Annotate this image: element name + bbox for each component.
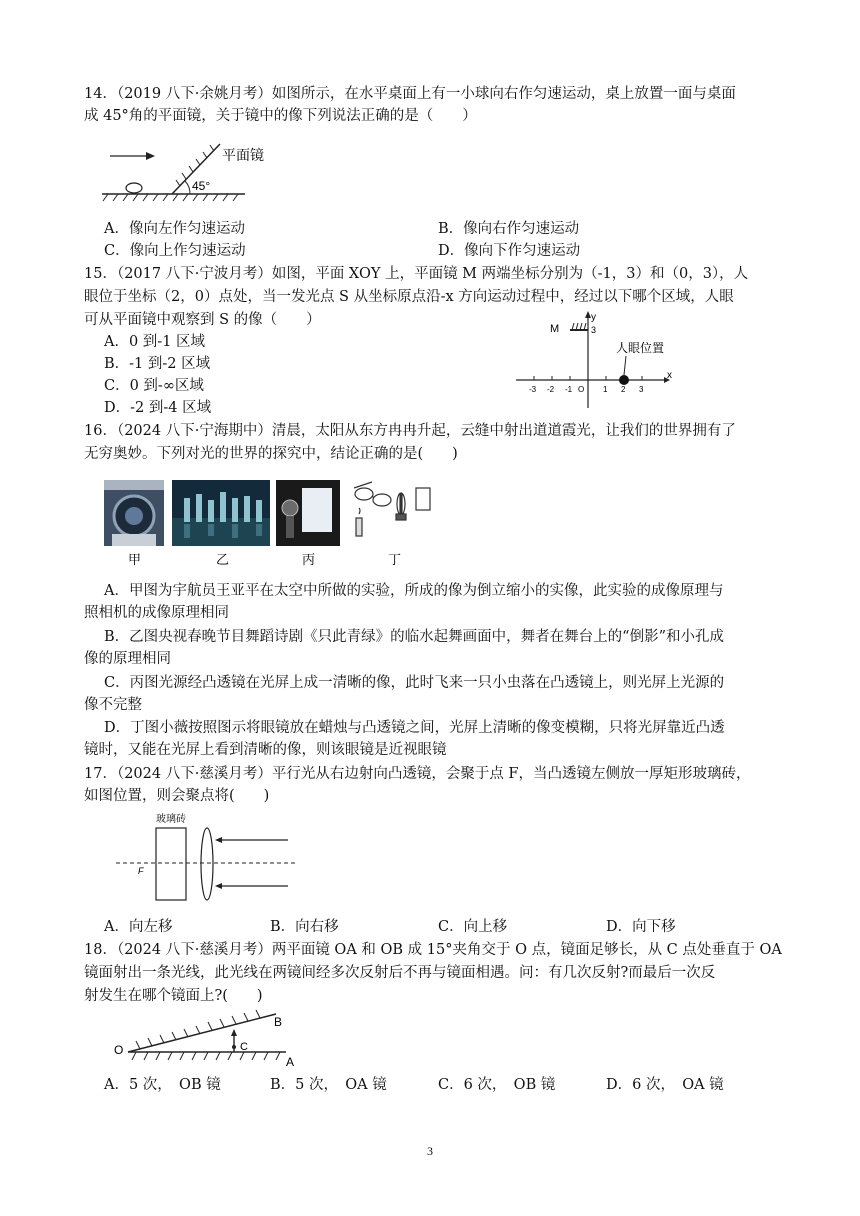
q15-x-tick: 1 — [603, 385, 608, 394]
q14-angle-label: 45° — [192, 179, 211, 193]
q16-stem-line2: 无穷奥妙。下列对光的世界的探究中，结论正确的是( ) — [84, 446, 458, 462]
q18-b-label: B — [274, 1015, 283, 1029]
q18-c-label: C — [240, 1041, 248, 1053]
q15-x-tick: 2 — [621, 385, 626, 394]
q18-stem-line3: 射发生在哪个镜面上?( ) — [84, 988, 263, 1004]
q16-stem-line1: 16．（2024 八下·宁海期中）清晨，太阳从东方冉冉升起，云缝中射出道道霞光，让我们的世界拥有了 — [84, 423, 736, 439]
q14-option-d: D．像向下作匀速运动 — [438, 243, 581, 259]
q16-option-d-line2: 镜时，又能在光屏上看到清晰的像，则该眼镜是近视眼镜 — [84, 742, 447, 758]
q16-photo-label: 甲 — [128, 552, 142, 567]
q16-option-d-line1: D．丁图小薇按照图示将眼镜放在蜡烛与凸透镜之间，光屏上清晰的像变模糊，只将光屏靠近凸透 — [104, 720, 725, 736]
q15-option-a: A．0 到-1 区域 — [104, 334, 206, 350]
q18-stem-line1: 18．（2024 八下·慈溪月考）两平面镜 OA 和 OB 成 15°夹角交于 O 点，镜面足够长，从 C 点处垂直于 OA — [84, 942, 782, 958]
q14-option-b: B．像向右作匀速运动 — [438, 221, 580, 237]
q15-y-axis-label: y — [591, 312, 596, 323]
q16-option-c-line1: C．丙图光源经凸透镜在光屏上成一清晰的像，此时飞来一只小虫落在凸透镜上，则光屏上光源的 — [104, 675, 725, 691]
q14-figure — [100, 138, 290, 210]
q17-figure — [112, 810, 302, 906]
q18-option-b: B．5 次， OA 镜 — [270, 1077, 387, 1093]
q15-stem-line3: 可从平面镜中观察到 S 的像（ ） — [84, 312, 321, 328]
q17-option-a: A．向左移 — [104, 919, 173, 935]
q18-figure — [112, 1008, 308, 1070]
q15-option-c: C．0 到-∞区域 — [104, 378, 204, 394]
q16-photo-jia — [104, 480, 164, 546]
q14-ball — [126, 183, 142, 193]
q17-stem-line1: 17．（2024 八下·慈溪月考）平行光从右边射向凸透镜，会聚于点 F，当凸透镜左侧放一厚矩形玻璃砖， — [84, 766, 751, 782]
q15-x-tick: -2 — [547, 385, 555, 394]
q15-x-axis-label: x — [667, 370, 672, 381]
q16-option-c-line2: 像不完整 — [84, 697, 142, 713]
q15-eye-point — [619, 375, 629, 385]
q18-stem-line2: 镜面射出一条光线，此光线在两镜间经多次反射后不再与镜面相遇。问：有几次反射?而最后一次反 — [84, 965, 716, 981]
q16-option-a-line1: A．甲图为宇航员王亚平在太空中所做的实验，所成的像为倒立缩小的实像，此实验的成像原理与 — [104, 583, 724, 599]
q14-mirror-label: 平面镜 — [222, 147, 264, 163]
q15-stem-line1: 15．（2017 八下·宁波月考）如图，平面 XOY 上，平面镜 M 两端坐标分别为（-1，3）和（0，3），人 — [84, 266, 749, 282]
q17-glass-brick — [156, 828, 186, 900]
q18-option-a: A．5 次， OB 镜 — [104, 1077, 221, 1093]
q15-figure — [512, 308, 678, 412]
q14-stem-line1: 14．（2019 八下·余姚月考）如图所示，在水平桌面上有一小球向右作匀速运动，桌上放置一面与桌面 — [84, 86, 736, 102]
q15-option-d: D．-2 到-4 区域 — [104, 400, 212, 416]
q16-photo-ding — [354, 482, 430, 536]
q16-photos — [104, 478, 444, 570]
q17-option-b: B．向右移 — [270, 919, 339, 935]
q15-x-tick: -1 — [565, 385, 573, 394]
q17-stem-line2: 如图位置，则会聚点将( ) — [84, 788, 270, 804]
q18-mirror-ob — [128, 1014, 276, 1052]
q18-option-d: D．6 次， OA 镜 — [606, 1077, 724, 1093]
page-number: 3 — [427, 1144, 433, 1158]
q17-convex-lens — [201, 828, 213, 900]
q15-origin-label: O — [578, 385, 585, 394]
q16-option-b-line2: 像的原理相同 — [84, 651, 171, 667]
q15-x-tick: -3 — [529, 385, 537, 394]
q15-x-tick: 3 — [639, 385, 644, 394]
q15-stem-line2: 眼位于坐标（2，0）点处，当一发光点 S 从坐标原点沿-x 方向运动过程中，经过以下哪个区域，人眼 — [84, 289, 734, 305]
q17-option-d: D．向下移 — [606, 919, 676, 935]
q14-option-c: C．像向上作匀速运动 — [104, 243, 246, 259]
q16-photo-label: 乙 — [216, 552, 230, 567]
q17-f-label: F — [138, 866, 144, 876]
q17-glass-label: 玻璃砖 — [156, 814, 186, 825]
q18-option-c: C．6 次， OB 镜 — [438, 1077, 556, 1093]
q17-option-c: C．向上移 — [438, 919, 508, 935]
q15-mirror-label: M — [550, 323, 560, 335]
q16-photo-label: 丙 — [302, 552, 316, 567]
q18-a-label: A — [286, 1055, 295, 1069]
q15-y-tick: 3 — [591, 325, 597, 335]
q16-option-a-line2: 照相机的成像原理相同 — [84, 605, 229, 621]
q16-option-b-line1: B．乙图央视春晚节目舞蹈诗剧《只此青绿》的临水起舞画面中，舞者在舞台上的“倒影”和小孔成 — [104, 629, 724, 645]
q14-option-a: A．像向左作匀速运动 — [104, 221, 245, 237]
q15-eye-label: 人眼位置 — [616, 341, 665, 355]
q15-option-b: B．-1 到-2 区域 — [104, 356, 211, 372]
q16-photo-yi — [172, 480, 270, 546]
q18-o-label: O — [114, 1043, 124, 1057]
q16-photo-bing — [276, 480, 340, 546]
q16-photo-label: 丁 — [388, 552, 402, 567]
q14-stem-line2: 成 45°角的平面镜，关于镜中的像下列说法正确的是（ ） — [84, 108, 477, 124]
